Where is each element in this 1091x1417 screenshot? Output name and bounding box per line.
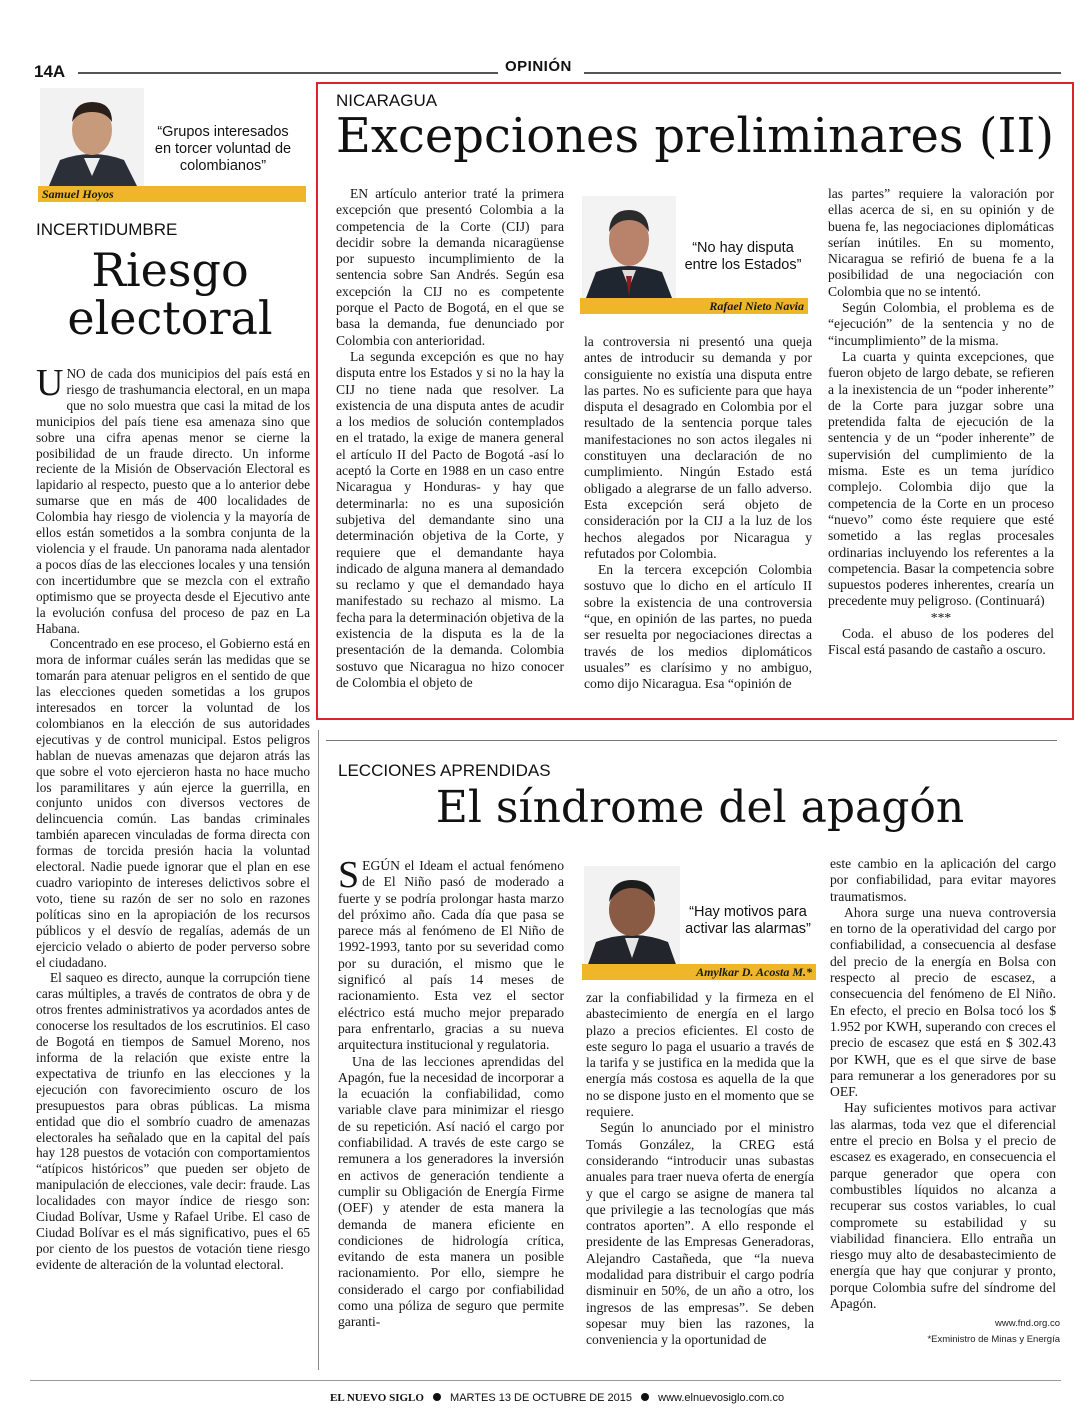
article2-col1-p1: SEGÚN el Ideam el actual fenómeno de El Niño pasó de moderado a fuerte y se podría prolongar hasta marzo del próximo año. Cada día que pasa se parece más al fenómeno de El Niño de 1992-1993, tanto por su severidad como por su duración, el mismo que le significó al país 14 meses de racionamiento. Esta vez el sector eléctrico está mucho mejor preparado para enfrentarlo, gracias a su nueva arquitectura institucional y regulatoria. xyxy=(338,854,564,1053)
columnist-quote: “Grupos interesados en torcer voluntad de colombianos” xyxy=(154,124,292,174)
sidebar-dropcap: U xyxy=(36,362,64,404)
article1-col3 xyxy=(828,186,1054,659)
article1-col3-p1: las partes” requiere la valoración por ellas acerca de si, en su opinión y de buena fe, las negociaciones diplomáticas serían inútiles. En su momento, Nicaragua se refirió de buena fe a la posibilidad de una negociación con Colombia que no se intentó. xyxy=(828,186,1054,299)
footer xyxy=(330,1392,784,1404)
sidebar-paragraph-2: Concentrado en ese proceso, el Gobierno está en mora de informar cuáles serán las medidas que se tomarán para atenuar peligros en el sentido de que las elecciones queden sometidas a los grupos interesados en torcer la voluntad de los colombianos en la elección de sus autoridades ejecutivas y de control municipal. Estos peligros hablan de nuevas amenazas que dejaron atrás las que sobre el voto ejercieron hasta no hace mucho los paramilitares y aún ejerce la guerrilla, en conjunto unidos con diversos vectores de delincuencia común. Las bandas criminales también aparecen vinculadas de forma directa con formas de torcida presión hacia la voluntad electoral. Nadie puede ignorar que el plan en ese cuadro variopinto de intereses delictivos sobre el voto, tiene su razón de ser no solo en razones políticas sino en la apropiación de los recursos públicos y el desvío de regalías, además de un ejercicio velado o abierto de poder perverso sobre el ciudadano. xyxy=(36,636,310,970)
article1-kicker: NICARAGUA xyxy=(336,91,438,110)
sidebar-headline-line2: electoral xyxy=(67,291,273,345)
article1-headline: Excepciones preliminares (II) xyxy=(335,108,1055,164)
article1-stars: *** xyxy=(930,609,952,625)
article2-author-role: *Exministro de Minas y Energía xyxy=(927,1334,1060,1345)
columnist-photo xyxy=(40,88,144,188)
article1-quote: “No hay disputa entre los Estados” xyxy=(684,240,802,273)
article2-website: www.fnd.org.co xyxy=(995,1318,1060,1329)
article2-col1-p2: Una de las lecciones aprendidas del Apagón, fue la necesidad de incorporar a la ecuación la confiabilidad, como variable clave para minimizar el riesgo de su repetición. Así nació el cargo por confiabilidad. A través de este cargo se remunera a los generadores la inversión en activos de generación tendiente a cumplir su Obligación de Energía Firme (OEF) y atender de esta manera la demanda de manera eficiente en condiciones de hidrología crítica, evitando de esta manera un posible racionamiento. Por ello, siempre he considerado el cargo por confiabilidad como una póliza de seguro que permite garanti- xyxy=(338,1053,564,1330)
article1-col1-p1: EN artículo anterior traté la primera excepción que presentó Colombia a la competencia de la Corte (CIJ) para decidir sobre la demanda nicaragüense por supuesto incumplimiento de la sentencia sobre San Andrés. Según esa excepción la CIJ no es competente porque el Pacto de Bogotá, en el que se basa la demanda, fue denunciado por Colombia con anterioridad. xyxy=(336,186,564,348)
article1-author: Rafael Nieto Navia xyxy=(580,298,808,314)
article1-photo xyxy=(582,196,676,298)
article2-columnist xyxy=(580,866,816,982)
article2-col1 xyxy=(338,854,564,1331)
article2-col2-p1: zar la confiabilidad y la firmeza en el abastecimiento de energía en el largo plazo a precios eficientes. El costo de este seguro lo paga el usuario a través de la tarifa y se justifica en la medida que la energía más costosa es aquella de la que no se dispone justo en el momento que se requiere. xyxy=(586,990,814,1120)
sidebar-headline xyxy=(34,243,306,345)
article1-col1 xyxy=(336,186,564,691)
article2-quote: “Hay motivos para activar las alarmas” xyxy=(685,904,811,937)
article-divider xyxy=(326,740,1057,741)
article2-author: Amylkar D. Acosta M.* xyxy=(582,964,816,980)
article1-col2 xyxy=(584,334,812,693)
sidebar-paragraph-1: UNO de cada dos municipios del país está en riesgo de trashumancia electoral, en un mapa que no solo muestra que casi la mitad de los municipios del país tiene esa amenaza sino que sobre una cifra apenas menor se cierne la posibilidad de un fraude directo. Un informe reciente de la Misión de Observación Electoral es lapidario al respecto, puesto que a lo anterior debe sumarse que en más de 400 localidades de Colombia hay riesgo de violencia y la mayoría de ellos están sometidos a la sombra conjunta de la violencia y el fraude. Un panorama nada alentador a pocos días de las elecciones locales y una tensión con incertidumbre que se mezcla con el extraño optimismo que se proyecta desde el Ejecutivo ante la evolución confusa del proceso de paz en La Habana. xyxy=(36,362,310,636)
article2-dropcap: S xyxy=(338,854,360,896)
article1-columnist xyxy=(578,196,810,322)
sidebar-headline-line1: Riesgo xyxy=(91,243,249,297)
footer-date: MARTES 13 DE OCTUBRE DE 2015 xyxy=(450,1392,633,1404)
article2-photo xyxy=(584,866,680,970)
article2-col3-p2: Ahora surge una nueva controversia en torno de la operatividad del cargo por confiabilidad, a consecuencia al desfase del precio de la energía en Bolsa con respecto al precio de escasez, a consecuencia del fenómeno de El Niño. En efecto, el precio en Bolsa tocó los $ 1.952 por KWH, superando con creces el precio de escasez que está en $ 302.43 por KWH, que es el que sirve de base para remunerar a los generadores por su OEF. xyxy=(830,904,1056,1100)
footer-url: www.elnuevosiglo.com.co xyxy=(658,1392,785,1404)
section-title: OPINIÓN xyxy=(505,58,572,75)
sidebar-columnist xyxy=(30,86,306,204)
columnist-name: Samuel Hoyos xyxy=(38,186,306,202)
footer-bullet-icon xyxy=(641,1393,649,1401)
footer-bullet-icon xyxy=(433,1393,441,1401)
page-number: 14A xyxy=(34,62,66,81)
article2-kicker: LECCIONES APRENDIDAS xyxy=(338,761,551,780)
article2-col2-p2: Según lo anunciado por el ministro Tomás González, la CREG está considerando “introducir unas subastas anuales para traer nueva oferta de energía y que el cargo se asigne de manera tal que privilegie a las tecnologías que más contratos aporten”. A ello responde el presidente de las Empresas Generadoras, Alejandro Castañeda, que “la nueva modalidad para distribuir el cargo podría disminuir en 50%, de un año a otro, los ingresos de las empresas”. Se deben sopesar muy bien las razones, la conveniencia y la oportunidad de xyxy=(586,1120,814,1348)
footer-paper-name: EL NUEVO SIGLO xyxy=(330,1392,424,1404)
article2-col3 xyxy=(830,856,1056,1312)
article1-col2-p1: la controversia ni presentó una queja antes de introducir su demanda y por consiguiente no existía una disputa entre las partes. No es suficiente para que haya disputa el desagrado en Colombia por el resultado de la sentencia porque tales manifestaciones no son actos ilegales ni constituyen una declaración de no cumplimiento. Ningún Estado está obligado a alegrarse de un fallo adverso. Esta excepción será objeto de consideración por la CIJ a la luz de los hechos alegados por Nicaragua y refutados por Colombia. xyxy=(584,334,812,561)
article1-col1-p2: La segunda excepción es que no hay disputa entre los Estados y si no la hay la CIJ no tiene nada que resolver. La existencia de una disputa antes de acudir a los medios de solución contemplados en el tratado, la exige de manera general el artículo II del Pacto de Bogotá -así lo aceptó la Corte en 1988 en un caso entre Nicaragua y Honduras- y hay que determinarla: no es una suposición subjetiva del demandante sino una determinación objetiva de la Corte, y requiere que el demandante haya indicado de alguna manera al demandado su reclamo y que el demandado haya manifestado su rechazo al mismo. La fecha para la determinación objetiva de la existencia de la disputa es la de la presentación de la demanda. Colombia sostuvo que Nicaragua no hizo conocer de Colombia el objeto de xyxy=(336,348,564,690)
article1-col3-p3: La cuarta y quinta excepciones, que fueron objeto de largo debate, se refieren a la inexistencia de un “poder inherente” de la Corte para juzgar sobre una pretendida falta de ejecución de la sentencia y de un “poder inherente” de supervisión del cumplimiento de la misma. Este es un tema jurídico complejo. Colombia dijo que la competencia de la Corte en un proceso “nuevo” como éste requiere que esté sometido a las reglas procesales ordinarias incluyendo los referentes a la competencia. Basar la competencia sobre supuestos poderes inherentes, crearía un precedente muy peligroso. (Continuará) xyxy=(828,348,1054,609)
footer-rule xyxy=(30,1380,1061,1381)
article2-headline: El síndrome del apagón xyxy=(435,782,965,833)
article1-col3-p2: Según Colombia, el problema es de “ejecución” de la sentencia y no de “incumplimiento” de la misma. xyxy=(828,300,1054,348)
sidebar-divider xyxy=(318,730,319,1370)
article2-col3-p3: Hay suficientes motivos para activar las alarmas, toda vez que el diferencial entre el precio en Bolsa y el precio de escasez es exagerado, en consecuencia el parque generador que opera con combustibles líquidos no alcanza a recuperar sus costos variables, lo cual compromete su estabilidad y su viabilidad financiera. Ello entraña un riesgo muy alto de desabastecimiento de energía que hay que conjurar y pronto, porque Colombia sufre del síndrome del Apagón. xyxy=(830,1100,1056,1312)
article1-col2-p2: En la tercera excepción Colombia sostuvo que lo dicho en el artículo II sobre la existencia de una controversia “que, en opinión de las partes, no pueda ser resuelta por negociaciones directas a través de los medios diplomáticos usuales” es clarísimo y no ambiguo, como dijo Nicaragua. Esa “opinión de xyxy=(584,562,812,692)
sidebar-paragraph-3: El saqueo es directo, aunque la corrupción tiene caras múltiples, a través de contratos de obra y de otros frentes administrativos ya acordados antes de conocerse los resultados de los escrutinios. El caso de Bogotá en tiempos de Samuel Moreno, nos informa de la relación que existe entre la expectativa de triunfo en las elecciones y la ejecución con favorecimiento oscuro de los presupuestos para obras públicas. La misma entidad que dio el sombrío cuadro de amenazas electorales ha señalado que en la capital del país hay 128 puestos de votación con comportamientos “atípicos históricos” que pueden ser objeto de manipulación de elecciones, vale decir: fraude. Las localidades con mayor índice de riesgo son: Ciudad Bolívar, Usme y Rafael Uribe. El caso de Ciudad Bolívar es el más significativo, pues el 65 por ciento de los puestos de votación tiene riesgo evidente de alteración de la voluntad electoral. xyxy=(36,970,310,1272)
article2-col2 xyxy=(586,990,814,1349)
sidebar-body xyxy=(36,362,310,1273)
article2-col3-p1: este cambio en la aplicación del cargo por confiabilidad, para evitar mayores traumatismos. xyxy=(830,856,1056,904)
article1-coda: Coda. el abuso de los poderes del Fiscal está pasando de castaño a oscuro. xyxy=(828,626,1054,658)
sidebar-kicker: INCERTIDUMBRE xyxy=(36,220,178,239)
